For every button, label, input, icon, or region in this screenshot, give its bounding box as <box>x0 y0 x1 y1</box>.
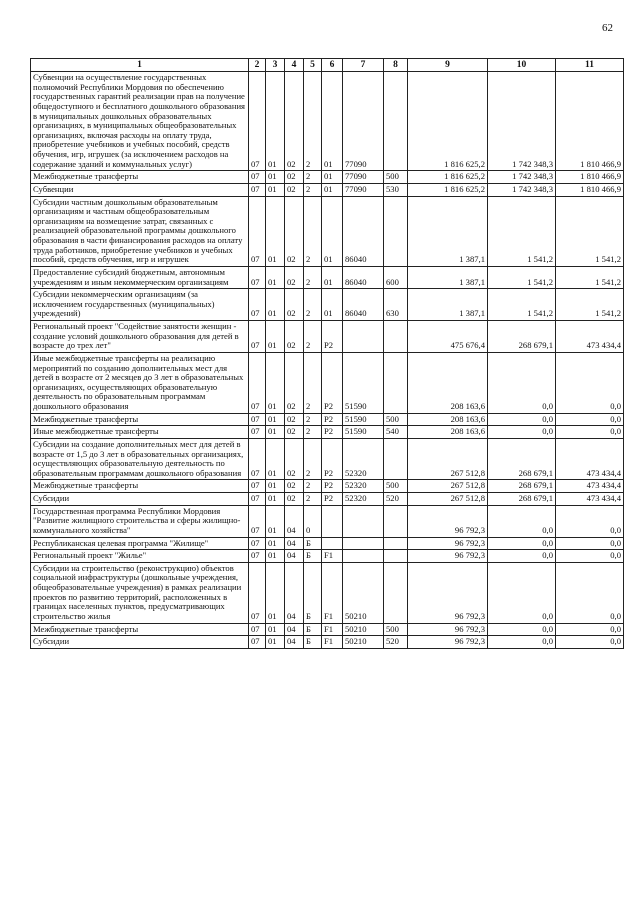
row-name-cell: Субвенции <box>31 183 249 196</box>
column-header: 7 <box>343 59 384 72</box>
col-8-cell <box>384 321 408 353</box>
col-7-cell: 51590 <box>343 426 384 439</box>
col-10-cell: 0,0 <box>488 352 556 413</box>
col-10-cell: 1 541,2 <box>488 196 556 266</box>
col-10-cell: 1 742 348,3 <box>488 72 556 171</box>
col-8-cell: 520 <box>384 636 408 649</box>
col-7-cell: 77090 <box>343 72 384 171</box>
column-header: 3 <box>266 59 285 72</box>
row-name-cell: Субсидии некоммерческим организациям (за исключением государственных (муниципальных) учреждений) <box>31 289 249 321</box>
col-2-cell: 07 <box>249 183 266 196</box>
col-2-cell: 07 <box>249 480 266 493</box>
col-8-cell: 500 <box>384 623 408 636</box>
col-11-cell: 473 434,4 <box>556 438 624 480</box>
row-name-cell: Предоставление субсидий бюджетным, автономным учреждениям и иным некоммерческим организациям <box>31 266 249 288</box>
col-6-cell: F1 <box>322 562 343 623</box>
col-9-cell: 96 792,3 <box>408 505 488 537</box>
col-2-cell: 07 <box>249 266 266 288</box>
row-name-cell: Государственная программа Республики Мордовия "Развитие жилищного строительства и сферы жилищно-коммунального хозяйства" <box>31 505 249 537</box>
col-3-cell: 01 <box>266 171 285 184</box>
col-4-cell: 02 <box>285 493 304 506</box>
column-header: 5 <box>304 59 322 72</box>
row-name-cell: Иные межбюджетные трансферты на реализацию мероприятий по созданию дополнительных мест для детей в возрасте от 2 месяцев до 3 лет в образовательных организациях, осуществляющих образовательную деятельность по образовательным программам дошкольного образования <box>31 352 249 413</box>
col-8-cell: 500 <box>384 171 408 184</box>
col-2-cell: 07 <box>249 537 266 550</box>
col-2-cell: 07 <box>249 623 266 636</box>
col-8-cell: 500 <box>384 480 408 493</box>
col-11-cell: 1 810 466,9 <box>556 72 624 171</box>
col-5-cell: 2 <box>304 183 322 196</box>
col-2-cell: 07 <box>249 426 266 439</box>
table-row <box>31 266 624 288</box>
col-11-cell: 473 434,4 <box>556 480 624 493</box>
col-9-cell: 1 387,1 <box>408 196 488 266</box>
col-9-cell: 96 792,3 <box>408 636 488 649</box>
col-2-cell: 07 <box>249 352 266 413</box>
col-7-cell: 51590 <box>343 413 384 426</box>
column-header: 11 <box>556 59 624 72</box>
row-name-cell: Субсидии частным дошкольным образовательным организациям и частным общеобразовательным организациям на возмещение затрат, связанных с реализацией образовательной программы дошкольного образования в части финансирования расходов на оплату труда работников, приобретение учебников и учебных пособий, средств обучения, игр и игрушек <box>31 196 249 266</box>
col-11-cell: 0,0 <box>556 352 624 413</box>
col-8-cell <box>384 72 408 171</box>
col-6-cell: P2 <box>322 426 343 439</box>
col-11-cell: 0,0 <box>556 537 624 550</box>
col-10-cell: 268 679,1 <box>488 321 556 353</box>
column-header: 6 <box>322 59 343 72</box>
table-body <box>31 72 624 649</box>
col-9-cell: 208 163,6 <box>408 413 488 426</box>
table-row <box>31 426 624 439</box>
col-6-cell: F1 <box>322 623 343 636</box>
col-10-cell: 268 679,1 <box>488 493 556 506</box>
col-5-cell: 2 <box>304 171 322 184</box>
row-name-cell: Субсидии на строительство (реконструкцию) объектов социальной инфраструктуры (дошкольные учреждения, общеобразовательные учреждения) в рамках реализации проектов по развитию территорий, расположенных в границах населенных пунктов, предусматривающих строительство жилья <box>31 562 249 623</box>
col-3-cell: 01 <box>266 321 285 353</box>
col-9-cell: 96 792,3 <box>408 550 488 563</box>
col-3-cell: 01 <box>266 438 285 480</box>
col-2-cell: 07 <box>249 321 266 353</box>
row-name-cell: Межбюджетные трансферты <box>31 623 249 636</box>
col-5-cell: Б <box>304 550 322 563</box>
col-2-cell: 07 <box>249 493 266 506</box>
table-row <box>31 505 624 537</box>
col-2-cell: 07 <box>249 196 266 266</box>
col-5-cell: 2 <box>304 72 322 171</box>
col-9-cell: 96 792,3 <box>408 537 488 550</box>
col-8-cell: 520 <box>384 493 408 506</box>
col-2-cell: 07 <box>249 72 266 171</box>
table-row <box>31 493 624 506</box>
col-2-cell: 07 <box>249 636 266 649</box>
col-9-cell: 475 676,4 <box>408 321 488 353</box>
col-8-cell: 630 <box>384 289 408 321</box>
col-7-cell: 86040 <box>343 289 384 321</box>
col-4-cell: 02 <box>285 196 304 266</box>
col-4-cell: 04 <box>285 550 304 563</box>
col-5-cell: 2 <box>304 352 322 413</box>
col-5-cell: 2 <box>304 438 322 480</box>
col-5-cell: Б <box>304 636 322 649</box>
row-name-cell: Межбюджетные трансферты <box>31 413 249 426</box>
col-2-cell: 07 <box>249 413 266 426</box>
table-row <box>31 289 624 321</box>
col-10-cell: 0,0 <box>488 550 556 563</box>
col-5-cell: 2 <box>304 289 322 321</box>
col-8-cell: 540 <box>384 426 408 439</box>
col-7-cell: 52320 <box>343 438 384 480</box>
table-row <box>31 183 624 196</box>
col-8-cell <box>384 505 408 537</box>
row-name-cell: Субсидии <box>31 636 249 649</box>
col-5-cell: 0 <box>304 505 322 537</box>
col-7-cell: 77090 <box>343 183 384 196</box>
col-10-cell: 0,0 <box>488 636 556 649</box>
col-5-cell: 2 <box>304 196 322 266</box>
col-8-cell: 600 <box>384 266 408 288</box>
col-6-cell: 01 <box>322 183 343 196</box>
col-6-cell: P2 <box>322 480 343 493</box>
col-5-cell: 2 <box>304 266 322 288</box>
col-3-cell: 01 <box>266 623 285 636</box>
col-9-cell: 96 792,3 <box>408 562 488 623</box>
col-7-cell <box>343 550 384 563</box>
col-11-cell: 0,0 <box>556 505 624 537</box>
col-4-cell: 02 <box>285 289 304 321</box>
table-row <box>31 550 624 563</box>
table-row <box>31 413 624 426</box>
col-10-cell: 1 541,2 <box>488 266 556 288</box>
col-10-cell: 0,0 <box>488 426 556 439</box>
col-2-cell: 07 <box>249 550 266 563</box>
col-8-cell <box>384 537 408 550</box>
col-7-cell <box>343 505 384 537</box>
col-6-cell: 01 <box>322 196 343 266</box>
table-row <box>31 72 624 171</box>
col-4-cell: 02 <box>285 183 304 196</box>
table-row <box>31 352 624 413</box>
col-4-cell: 04 <box>285 537 304 550</box>
col-11-cell: 1 541,2 <box>556 289 624 321</box>
col-11-cell: 0,0 <box>556 636 624 649</box>
col-11-cell: 1 541,2 <box>556 266 624 288</box>
col-7-cell: 50210 <box>343 636 384 649</box>
col-2-cell: 07 <box>249 171 266 184</box>
col-8-cell <box>384 550 408 563</box>
table-row <box>31 321 624 353</box>
col-11-cell: 0,0 <box>556 623 624 636</box>
col-6-cell: 01 <box>322 171 343 184</box>
col-6-cell: P2 <box>322 438 343 480</box>
col-7-cell: 50210 <box>343 562 384 623</box>
col-7-cell: 86040 <box>343 266 384 288</box>
col-10-cell: 0,0 <box>488 413 556 426</box>
col-4-cell: 04 <box>285 623 304 636</box>
col-7-cell: 51590 <box>343 352 384 413</box>
col-5-cell: 2 <box>304 426 322 439</box>
col-8-cell: 530 <box>384 183 408 196</box>
col-9-cell: 1 816 625,2 <box>408 183 488 196</box>
col-6-cell: P2 <box>322 493 343 506</box>
col-3-cell: 01 <box>266 183 285 196</box>
row-name-cell: Субсидии на создание дополнительных мест для детей в возрасте от 1,5 до 3 лет в образовательных организациях, осуществляющих образовательную деятельность по образовательным программам дошкольного образования <box>31 438 249 480</box>
col-11-cell: 473 434,4 <box>556 493 624 506</box>
col-6-cell: 01 <box>322 72 343 171</box>
col-4-cell: 02 <box>285 266 304 288</box>
col-10-cell: 1 742 348,3 <box>488 171 556 184</box>
col-9-cell: 1 816 625,2 <box>408 72 488 171</box>
col-9-cell: 1 387,1 <box>408 289 488 321</box>
col-9-cell: 267 512,8 <box>408 438 488 480</box>
row-name-cell: Субсидии <box>31 493 249 506</box>
col-4-cell: 02 <box>285 426 304 439</box>
column-header: 9 <box>408 59 488 72</box>
column-header: 10 <box>488 59 556 72</box>
col-9-cell: 96 792,3 <box>408 623 488 636</box>
col-9-cell: 208 163,6 <box>408 352 488 413</box>
col-8-cell <box>384 352 408 413</box>
col-3-cell: 01 <box>266 537 285 550</box>
col-3-cell: 01 <box>266 289 285 321</box>
col-3-cell: 01 <box>266 636 285 649</box>
col-2-cell: 07 <box>249 438 266 480</box>
col-10-cell: 0,0 <box>488 623 556 636</box>
col-10-cell: 268 679,1 <box>488 438 556 480</box>
col-10-cell: 268 679,1 <box>488 480 556 493</box>
col-3-cell: 01 <box>266 480 285 493</box>
col-10-cell: 1 742 348,3 <box>488 183 556 196</box>
col-5-cell: 2 <box>304 321 322 353</box>
col-3-cell: 01 <box>266 72 285 171</box>
col-4-cell: 02 <box>285 480 304 493</box>
column-header: 8 <box>384 59 408 72</box>
col-3-cell: 01 <box>266 352 285 413</box>
col-7-cell: 77090 <box>343 171 384 184</box>
col-5-cell: 2 <box>304 493 322 506</box>
col-11-cell: 0,0 <box>556 550 624 563</box>
col-11-cell: 0,0 <box>556 413 624 426</box>
col-11-cell: 1 541,2 <box>556 196 624 266</box>
col-4-cell: 04 <box>285 562 304 623</box>
col-6-cell <box>322 505 343 537</box>
table-row <box>31 480 624 493</box>
col-4-cell: 02 <box>285 352 304 413</box>
col-8-cell: 500 <box>384 413 408 426</box>
col-6-cell: F1 <box>322 550 343 563</box>
column-header: 4 <box>285 59 304 72</box>
row-name-cell: Региональный проект "Жилье" <box>31 550 249 563</box>
col-8-cell <box>384 438 408 480</box>
col-4-cell: 02 <box>285 438 304 480</box>
table-row <box>31 196 624 266</box>
row-name-cell: Межбюджетные трансферты <box>31 480 249 493</box>
header-row <box>31 59 624 72</box>
col-3-cell: 01 <box>266 550 285 563</box>
col-3-cell: 01 <box>266 493 285 506</box>
budget-table <box>30 58 624 649</box>
table-row <box>31 537 624 550</box>
col-6-cell: P2 <box>322 413 343 426</box>
col-10-cell: 0,0 <box>488 537 556 550</box>
col-6-cell: P2 <box>322 352 343 413</box>
table-row <box>31 171 624 184</box>
col-7-cell: 52320 <box>343 480 384 493</box>
col-3-cell: 01 <box>266 266 285 288</box>
row-name-cell: Республиканская целевая программа "Жилище" <box>31 537 249 550</box>
col-4-cell: 02 <box>285 413 304 426</box>
col-9-cell: 1 387,1 <box>408 266 488 288</box>
col-4-cell: 04 <box>285 505 304 537</box>
col-3-cell: 01 <box>266 196 285 266</box>
col-9-cell: 267 512,8 <box>408 493 488 506</box>
col-5-cell: 2 <box>304 480 322 493</box>
col-3-cell: 01 <box>266 562 285 623</box>
col-11-cell: 1 810 466,9 <box>556 171 624 184</box>
col-11-cell: 473 434,4 <box>556 321 624 353</box>
table-row <box>31 562 624 623</box>
col-10-cell: 0,0 <box>488 505 556 537</box>
col-8-cell <box>384 196 408 266</box>
col-5-cell: Б <box>304 537 322 550</box>
col-4-cell: 02 <box>285 321 304 353</box>
col-11-cell: 1 810 466,9 <box>556 183 624 196</box>
table-row <box>31 623 624 636</box>
col-9-cell: 208 163,6 <box>408 426 488 439</box>
table-row <box>31 636 624 649</box>
col-5-cell: Б <box>304 623 322 636</box>
col-3-cell: 01 <box>266 426 285 439</box>
col-4-cell: 04 <box>285 636 304 649</box>
col-5-cell: Б <box>304 562 322 623</box>
col-8-cell <box>384 562 408 623</box>
column-header: 2 <box>249 59 266 72</box>
col-6-cell: P2 <box>322 321 343 353</box>
col-10-cell: 0,0 <box>488 562 556 623</box>
col-2-cell: 07 <box>249 562 266 623</box>
col-2-cell: 07 <box>249 289 266 321</box>
column-header: 1 <box>31 59 249 72</box>
row-name-cell: Межбюджетные трансферты <box>31 171 249 184</box>
col-11-cell: 0,0 <box>556 426 624 439</box>
col-3-cell: 01 <box>266 413 285 426</box>
col-7-cell: 86040 <box>343 196 384 266</box>
col-9-cell: 1 816 625,2 <box>408 171 488 184</box>
col-11-cell: 0,0 <box>556 562 624 623</box>
col-5-cell: 2 <box>304 413 322 426</box>
col-7-cell: 52320 <box>343 493 384 506</box>
col-10-cell: 1 541,2 <box>488 289 556 321</box>
col-7-cell: 50210 <box>343 623 384 636</box>
col-7-cell <box>343 321 384 353</box>
col-6-cell: 01 <box>322 266 343 288</box>
col-4-cell: 02 <box>285 72 304 171</box>
col-6-cell: F1 <box>322 636 343 649</box>
col-9-cell: 267 512,8 <box>408 480 488 493</box>
row-name-cell: Иные межбюджетные трансферты <box>31 426 249 439</box>
table-row <box>31 438 624 480</box>
col-7-cell <box>343 537 384 550</box>
col-6-cell: 01 <box>322 289 343 321</box>
row-name-cell: Региональный проект "Содействие занятости женщин - создание условий дошкольного образования для детей в возрасте до трех лет" <box>31 321 249 353</box>
col-3-cell: 01 <box>266 505 285 537</box>
row-name-cell: Субвенции на осуществление государственных полномочий Республики Мордовия по обеспечению государственных гарантий реализации прав на получение общедоступного и бесплатного дошкольного образования в муниципальных дошкольных образовательных организациях, в муниципальных общеобразовательных организациях, включая расходы на оплату труда, приобретение учебников и учебных пособий, средств обучения, игр, игрушек (за исключением расходов на содержание зданий и коммунальных услуг) <box>31 72 249 171</box>
col-6-cell <box>322 537 343 550</box>
col-4-cell: 02 <box>285 171 304 184</box>
page-number: 62 <box>602 22 613 34</box>
col-2-cell: 07 <box>249 505 266 537</box>
